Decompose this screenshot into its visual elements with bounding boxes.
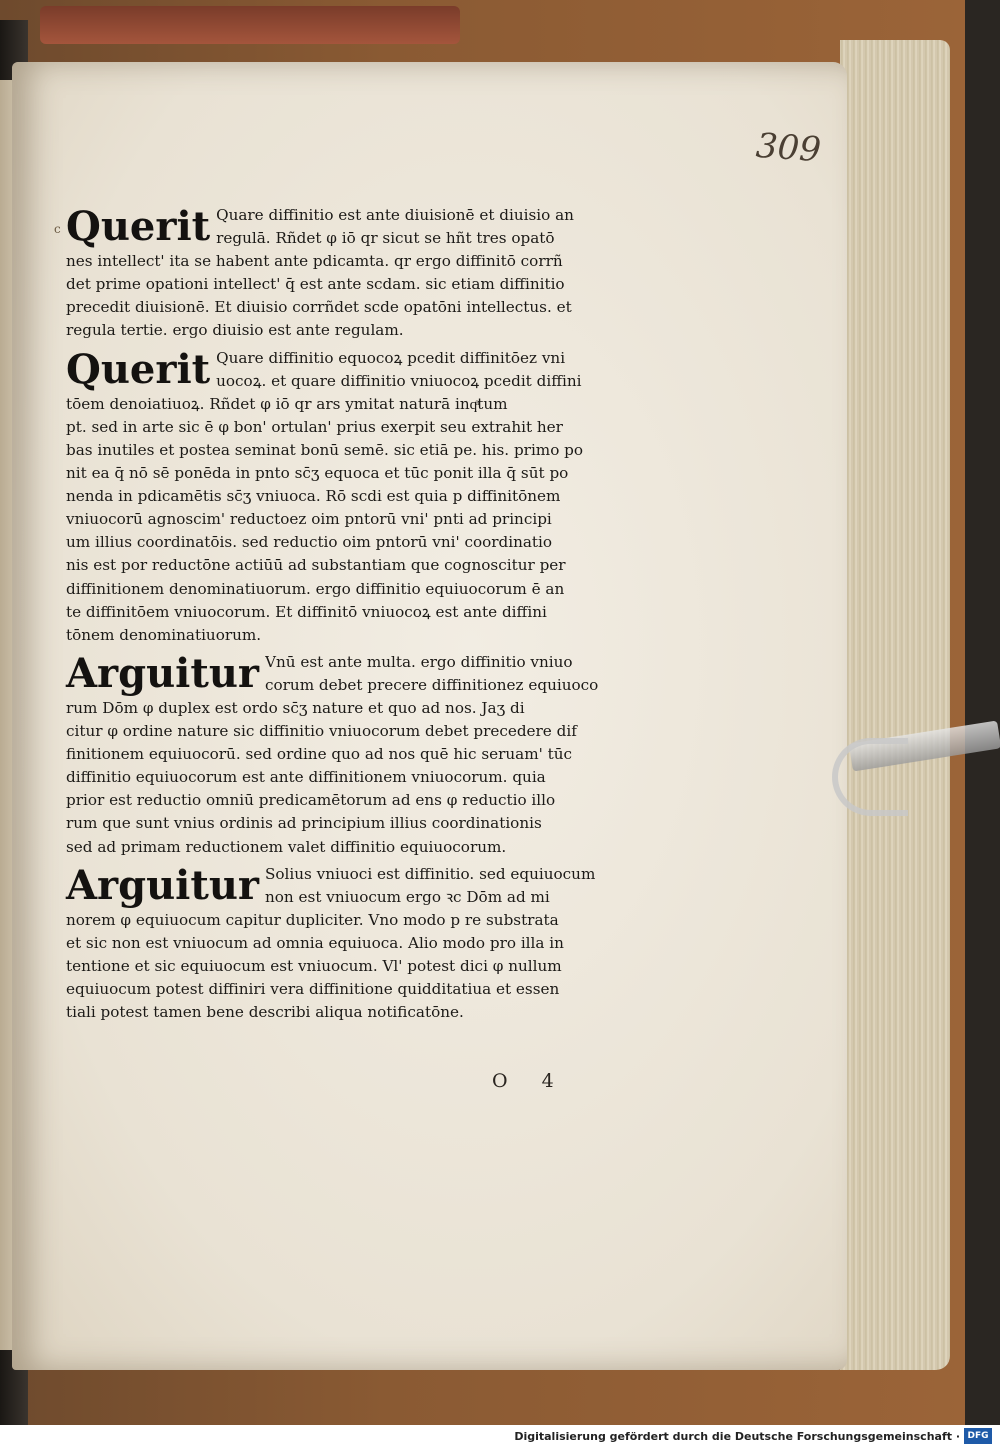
paragraph-initial: Arguitur bbox=[66, 649, 259, 697]
text-line: det prime opationi intellect' q̄ est ante scdam. sic etiam diffinitio bbox=[66, 275, 565, 294]
text-line: rum Dōm φ duplex est ordo sc̄ʒ nature et quo ad nos. Jaʒ di bbox=[66, 698, 525, 717]
footer-credit: Digitalisierung gefördert durch die Deutsche Forschungsgemeinschaft · bbox=[514, 1430, 960, 1443]
clip-loop bbox=[832, 738, 908, 816]
headband bbox=[40, 6, 460, 44]
paragraph bbox=[66, 863, 614, 1025]
folio-number: 309 bbox=[754, 125, 823, 171]
text-line: nenda in pdicamētis sc̄ʒ vniuoca. Rō scdi est quia p diffinitōnem bbox=[66, 487, 561, 506]
text-line: vniuocorū agnoscim' reductoez oim pntorū vni' pnti ad principi bbox=[66, 510, 552, 529]
text-line: finitionem equiuocorū. sed ordine quo ad nos quē hic seruam' tūc bbox=[66, 745, 572, 764]
text-line: non est vniuocum ergo ꝛc Dōm ad mi bbox=[265, 887, 550, 906]
paragraph-initial: Querit bbox=[66, 345, 211, 393]
page-fore-edge bbox=[840, 40, 950, 1370]
text-line: um illius coordinatōis. sed reductio oim pntorū vni' coordinatio bbox=[66, 533, 553, 552]
text-line: Quare diffinitio equocoꝝ pcedit diffinitōez vni bbox=[216, 348, 566, 367]
text-line: uocoꝝ. et quare diffinitio vniuocoꝝ pcedit diffini bbox=[216, 371, 582, 390]
paragraph bbox=[66, 347, 614, 647]
text-line: pt. sed in arte sic ē φ bon' ortulan' prius exerpit seu extrahit her bbox=[66, 417, 563, 436]
text-line: Vnū est ante multa. ergo diffinitio vniuo bbox=[265, 652, 573, 671]
margin-mark: c bbox=[54, 222, 61, 236]
text-line: prior est reductio omniū predicamētorum ad ens φ reductio illo bbox=[66, 791, 556, 810]
text-line: regula tertie. ergo diuisio est ante regulam. bbox=[66, 321, 404, 340]
text-line: tentione et sic equiuocum est vniuocum. Vl' potest dici φ nullum bbox=[66, 957, 562, 975]
paragraph bbox=[66, 204, 614, 343]
text-line: rum que sunt vnius ordinis ad principium illius coordinationis bbox=[66, 814, 542, 833]
text-line: precedit diuisionē. Et diuisio corrñdet scde opatōni intellectus. et bbox=[66, 298, 572, 317]
text-line: tiali potest tamen bene describi aliqua notificatōne. bbox=[66, 1003, 464, 1022]
text-line: tōnem denominatiuorum. bbox=[66, 625, 262, 644]
dfg-logo-icon: DFG bbox=[964, 1428, 992, 1444]
text-line: citur φ ordine nature sic diffinitio vniuocorum debet precedere dif bbox=[66, 722, 577, 741]
text-line: nis est por reductōne actiūū ad substantiam que cognoscitur per bbox=[66, 556, 566, 575]
text-line: equiuocum potest diffiniri vera diffinitione quidditatiua et essen bbox=[66, 980, 560, 999]
text-line: tōem denoiatiuoꝝ. Rñdet φ iō qr ars ymitat naturā inqͣtum bbox=[66, 394, 508, 413]
text-line: diffinitionem denominatiuorum. ergo diffinitio equiuocorum ē an bbox=[66, 579, 565, 598]
page-clip bbox=[832, 718, 1000, 808]
page-text bbox=[66, 204, 614, 1028]
text-line: te diffinitōem vniuocorum. Et diffinitō vniuocoꝝ est ante diffini bbox=[66, 602, 547, 621]
text-line: sed ad primam reductionem valet diffinitio equiuocorum. bbox=[66, 837, 507, 856]
signature-mark: O 4 bbox=[492, 1070, 568, 1092]
text-line: nit ea q̄ nō sē ponēda in pnto sc̄ʒ equoca et tūc ponit illa q̄ sūt po bbox=[66, 464, 569, 483]
text-line: nes intellect' ita se habent ante pdicamta. qr ergo diffinitō corrñ bbox=[66, 252, 563, 271]
paragraph-initial: Arguitur bbox=[66, 861, 259, 909]
text-line: Quare diffinitio est ante diuisionē et diuisio an bbox=[216, 206, 574, 224]
text-line: regulā. Rñdet φ iō qr sicut se hñt tres opatō bbox=[216, 229, 555, 248]
text-line: et sic non est vniuocum ad omnia equiuoca. Alio modo pro illa in bbox=[66, 933, 564, 952]
text-line: corum debet precere diffinitionez equiuoco bbox=[265, 675, 599, 694]
text-line: bas inutiles et postea seminat bonū semē. sic etiā pe. his. primo po bbox=[66, 440, 584, 459]
text-line: diffinitio equiuocorum est ante diffinitionem vniuocorum. quia bbox=[66, 768, 546, 787]
paragraph bbox=[66, 651, 614, 859]
text-line: Solius vniuoci est diffinitio. sed equiuocum bbox=[265, 864, 596, 883]
paragraph-initial: Querit bbox=[66, 203, 211, 250]
text-line: norem φ equiuocum capitur dupliciter. Vno modo p re substrata bbox=[66, 910, 559, 929]
